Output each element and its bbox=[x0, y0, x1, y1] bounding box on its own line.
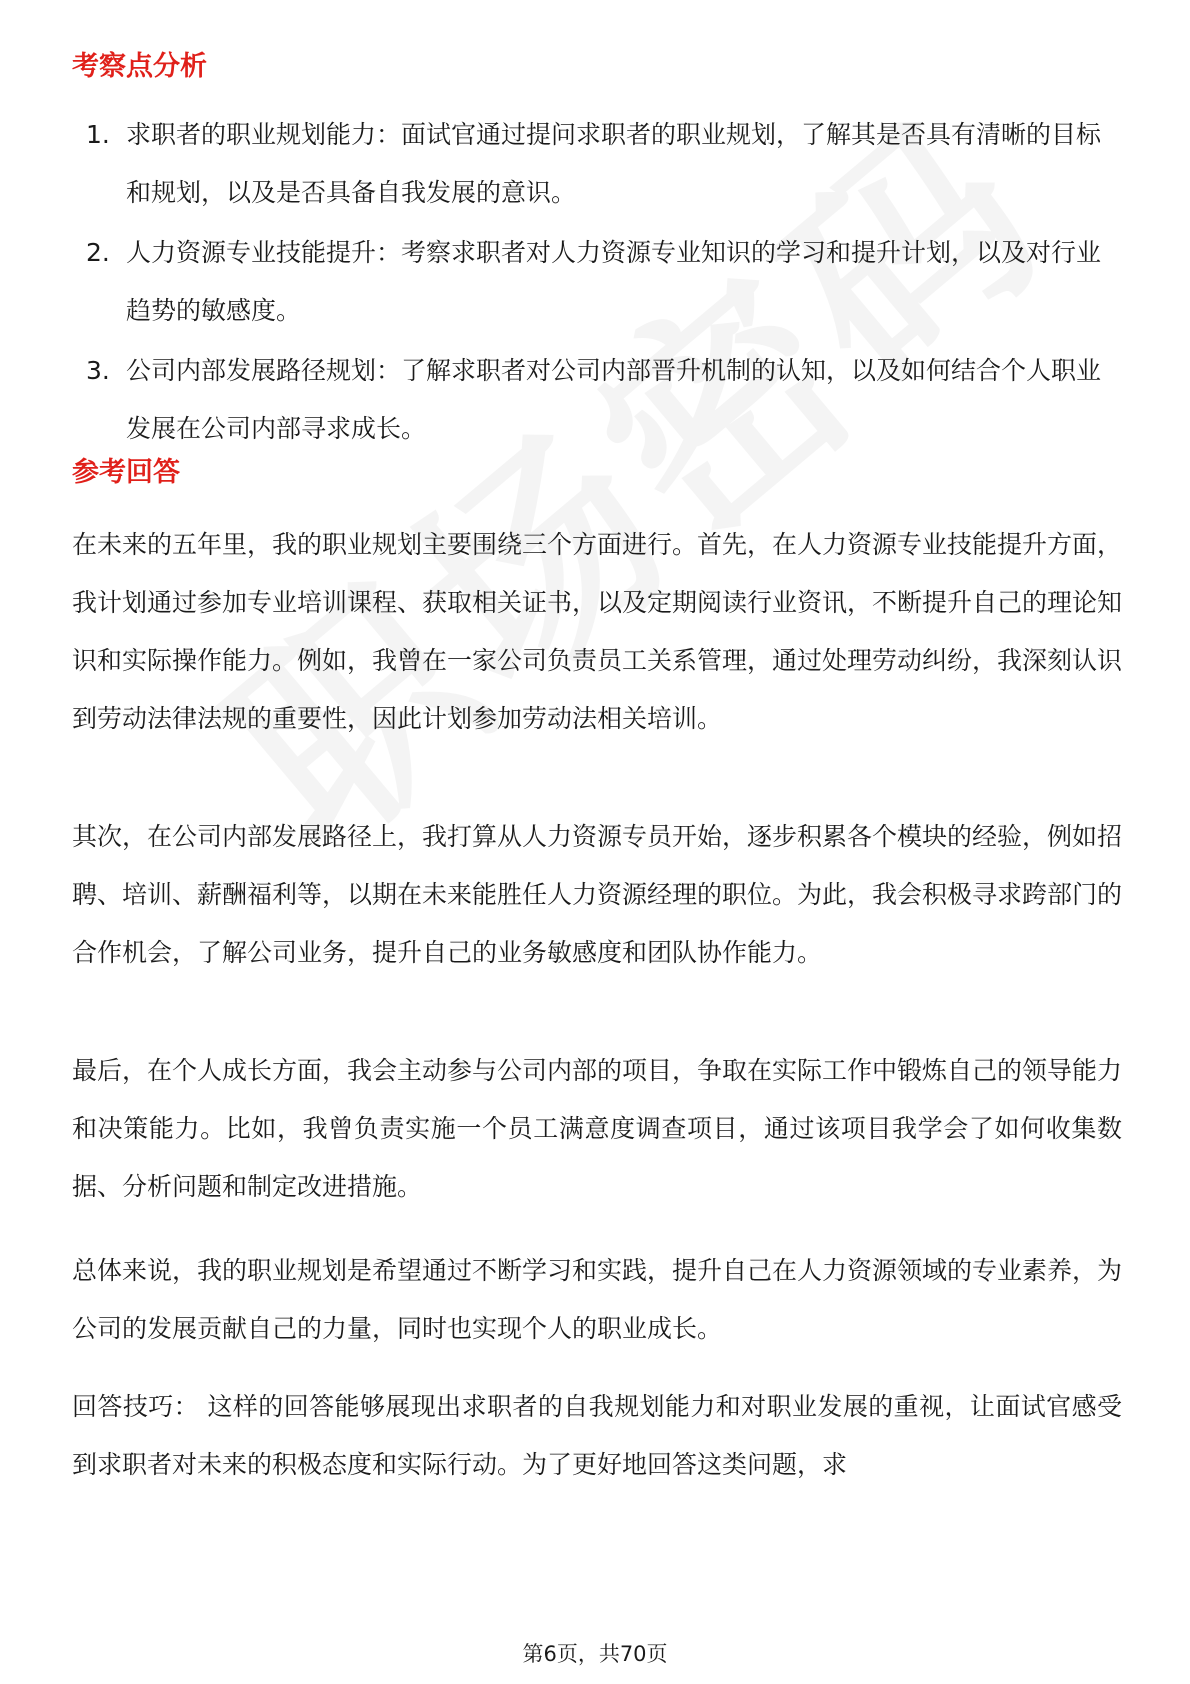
list-item bbox=[72, 106, 1122, 222]
list-item-number: 1. bbox=[86, 120, 110, 149]
page-number-footer: 第6页，共70页 bbox=[522, 1642, 668, 1666]
answer-paragraph: 在未来的五年里，我的职业规划主要围绕三个方面进行。首先，在人力资源专业技能提升方面，我计划通过参加专业培训课程、获取相关证书，以及定期阅读行业资讯，不断提升自己的理论知识和实际操作能力。例如，我曾在一家公司负责员工关系管理，通过处理劳动纠纷，我深刻认识到劳动法律法规的重要性，因此计划参加劳动法相关培训。 bbox=[72, 530, 1123, 733]
list-item-number: 3. bbox=[86, 356, 110, 385]
list-item bbox=[72, 224, 1122, 340]
list-item-text: 人力资源专业技能提升：考察求职者对人力资源专业知识的学习和提升计划，以及对行业趋势的敏感度。 bbox=[126, 238, 1102, 325]
answer-paragraph: 最后，在个人成长方面，我会主动参与公司内部的项目，争取在实际工作中锻炼自己的领导能力和决策能力。比如，我曾负责实施一个员工满意度调查项目，通过该项目我学会了如何收集数据、分析问题和制定改进措施。 bbox=[72, 1056, 1123, 1201]
list-item-text: 求职者的职业规划能力：面试官通过提问求职者的职业规划，了解其是否具有清晰的目标和规划，以及是否具备自我发展的意识。 bbox=[126, 120, 1102, 207]
list-item bbox=[72, 342, 1122, 458]
list-item-number: 2. bbox=[86, 238, 110, 267]
list-item-text: 公司内部发展路径规划：了解求职者对公司内部晋升机制的认知，以及如何结合个人职业发展在公司内部寻求成长。 bbox=[126, 356, 1102, 443]
section-title-analysis: 考察点分析 bbox=[72, 51, 207, 82]
analysis-list bbox=[72, 106, 1122, 460]
answer-paragraph: 总体来说，我的职业规划是希望通过不断学习和实践，提升自己在人力资源领域的专业素养，为公司的发展贡献自己的力量，同时也实现个人的职业成长。 bbox=[72, 1256, 1123, 1343]
section-title-reference-answer: 参考回答 bbox=[72, 457, 180, 488]
answer-tips-paragraph: 回答技巧： 这样的回答能够展现出求职者的自我规划能力和对职业发展的重视，让面试官感受到求职者对未来的积极态度和实际行动。为了更好地回答这类问题，求 bbox=[72, 1392, 1122, 1479]
answer-paragraph: 其次，在公司内部发展路径上，我打算从人力资源专员开始，逐步积累各个模块的经验，例如招聘、培训、薪酬福利等，以期在未来能胜任人力资源经理的职位。为此，我会积极寻求跨部门的合作机会，了解公司业务，提升自己的业务敏感度和团队协作能力。 bbox=[72, 822, 1123, 967]
